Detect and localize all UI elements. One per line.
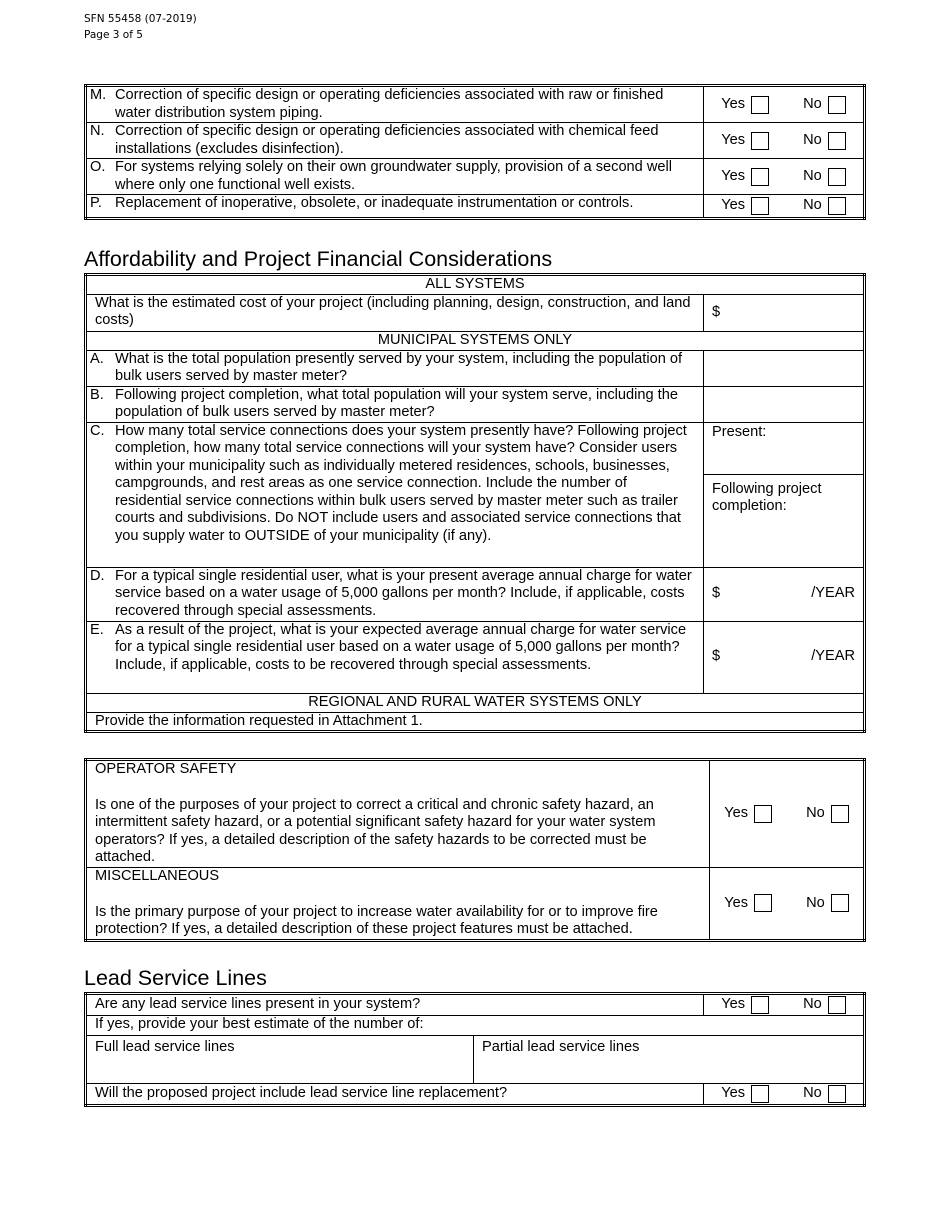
per-year-label: /YEAR	[811, 648, 855, 665]
connections-present-field[interactable]	[704, 423, 863, 475]
full-lead-lines-field[interactable]	[86, 1036, 474, 1084]
expected-charge-field[interactable]	[704, 621, 865, 693]
operator-safety-title: OPERATOR SAFETY	[95, 761, 237, 777]
no-label: No	[803, 197, 822, 214]
yes-checkbox[interactable]	[751, 197, 769, 215]
criteria-row-o	[86, 159, 865, 195]
no-label: No	[803, 131, 822, 148]
lead-table	[84, 992, 866, 1107]
form-id: SFN 55458 (07-2019)	[84, 13, 197, 25]
operator-safety-text: Is one of the purposes of your project to correct a critical and chronic safety hazard, an intermittent safety hazard, or a potential significant safety hazard for your water system operators? If yes, a detailed description of the safety hazards to be corrected must be attached.	[95, 796, 656, 865]
no-label: No	[806, 805, 825, 822]
item-text: Correction of specific design or operating deficiencies associated with raw or finished water distribution system piping.	[115, 87, 664, 121]
question-c: How many total service connections does your system presently have? Following project completion, how many total service connections will your system have? Consider users within your municipality such as individually metered residences, schools, businesses, campgrounds, and rest areas as one service connection. Include the number of residential service connections within bulk users served by master meter such as trailer courts and subdivisions. Do NOT include users and associated service connections that you supply water to OUTSIDE of your municipality (if any).	[115, 422, 687, 544]
criteria-table	[84, 84, 866, 220]
estimated-cost-question: What is the estimated cost of your project (including planning, design, construction, and land costs)	[86, 294, 704, 331]
no-checkbox[interactable]	[828, 996, 846, 1014]
no-checkbox[interactable]	[831, 894, 849, 912]
no-label: No	[803, 996, 822, 1013]
dollar-sign: $	[712, 648, 721, 665]
municipal-only-header: MUNICIPAL SYSTEMS ONLY	[86, 331, 865, 350]
population-present-field[interactable]	[704, 350, 865, 386]
question-a: What is the total population presently served by your system, including the population of bulk users served by master meter?	[115, 350, 683, 384]
following-label: Following project completion:	[712, 480, 822, 514]
miscellaneous-title: MISCELLANEOUS	[95, 868, 220, 884]
item-letter: M.	[90, 87, 107, 103]
yes-checkbox[interactable]	[751, 996, 769, 1014]
item-letter: E.	[90, 621, 104, 638]
partial-lead-lines-field[interactable]	[474, 1036, 865, 1084]
form-header	[84, 11, 197, 43]
item-letter: B.	[90, 386, 104, 403]
affordability-table	[84, 273, 866, 733]
yes-label: Yes	[721, 131, 746, 148]
criteria-row-n	[86, 123, 865, 159]
present-label: Present:	[712, 423, 767, 440]
yes-label: Yes	[721, 197, 746, 214]
yes-label: Yes	[721, 996, 746, 1013]
no-checkbox[interactable]	[828, 1085, 846, 1103]
no-label: No	[803, 1085, 822, 1102]
question-d: For a typical single residential user, what is your present average annual charge for water service based on a water usage of 5,000 gallons per month? Include, if applicable, costs recovered through special assessments.	[115, 567, 692, 619]
item-text: For systems relying solely on their own groundwater supply, provision of a second well where only one functional well exists.	[115, 159, 672, 193]
no-label: No	[803, 167, 822, 184]
lead-heading: Lead Service Lines	[84, 966, 267, 990]
item-letter: O.	[90, 159, 106, 175]
yes-label: Yes	[724, 894, 749, 911]
no-checkbox[interactable]	[828, 132, 846, 150]
page-number: Page 3 of 5	[84, 29, 143, 41]
no-label: No	[806, 894, 825, 911]
yes-label: Yes	[724, 805, 749, 822]
lead-estimate-instructions: If yes, provide your best estimate of the number of:	[86, 1016, 865, 1036]
present-charge-field[interactable]	[704, 567, 865, 621]
question-b: Following project completion, what total population will your system serve, including the population of bulk users served by master meter?	[115, 386, 678, 420]
all-systems-header: ALL SYSTEMS	[86, 275, 865, 295]
lead-replacement-question: Will the proposed project include lead service line replacement?	[86, 1084, 704, 1106]
regional-only-header: REGIONAL AND RURAL WATER SYSTEMS ONLY	[86, 693, 865, 712]
affordability-heading: Affordability and Project Financial Considerations	[84, 247, 553, 271]
regional-instructions: Provide the information requested in Attachment 1.	[86, 712, 865, 732]
lead-present-question: Are any lead service lines present in your system?	[86, 994, 704, 1016]
item-text: Correction of specific design or operating deficiencies associated with chemical feed installations (excludes disinfection).	[115, 123, 659, 157]
no-checkbox[interactable]	[828, 168, 846, 186]
partial-lead-lines-label: Partial lead service lines	[482, 1039, 640, 1055]
dollar-sign: $	[712, 303, 721, 320]
yes-checkbox[interactable]	[751, 132, 769, 150]
no-checkbox[interactable]	[828, 197, 846, 215]
yes-checkbox[interactable]	[751, 168, 769, 186]
connections-following-field[interactable]	[704, 475, 863, 516]
item-letter: C.	[90, 422, 105, 439]
yes-label: Yes	[721, 1085, 746, 1102]
estimated-cost-field[interactable]	[704, 294, 865, 331]
yes-checkbox[interactable]	[754, 805, 772, 823]
per-year-label: /YEAR	[811, 585, 855, 602]
dollar-sign: $	[712, 585, 721, 602]
no-label: No	[803, 95, 822, 112]
item-text: Replacement of inoperative, obsolete, or inadequate instrumentation or controls.	[115, 195, 634, 211]
safety-table	[84, 758, 866, 942]
yes-checkbox[interactable]	[754, 894, 772, 912]
item-letter: P.	[90, 195, 102, 211]
item-letter: D.	[90, 567, 105, 584]
miscellaneous-text: Is the primary purpose of your project to increase water availability for or to improve fire protection? If yes, a detailed description of these project features must be attached.	[95, 903, 658, 937]
criteria-row-p	[86, 195, 865, 219]
criteria-row-m	[86, 86, 865, 123]
no-checkbox[interactable]	[828, 96, 846, 114]
question-e: As a result of the project, what is your expected average annual charge for water service for a typical single residential user based on a water usage of 5,000 gallons per month? Include, if applicable, costs to be recovered through special assessments.	[115, 621, 687, 673]
yes-checkbox[interactable]	[751, 1085, 769, 1103]
yes-label: Yes	[721, 95, 746, 112]
full-lead-lines-label: Full lead service lines	[95, 1039, 235, 1055]
no-checkbox[interactable]	[831, 805, 849, 823]
yes-label: Yes	[721, 167, 746, 184]
yes-checkbox[interactable]	[751, 96, 769, 114]
item-letter: N.	[90, 123, 105, 139]
population-following-field[interactable]	[704, 386, 865, 422]
item-letter: A.	[90, 350, 104, 367]
